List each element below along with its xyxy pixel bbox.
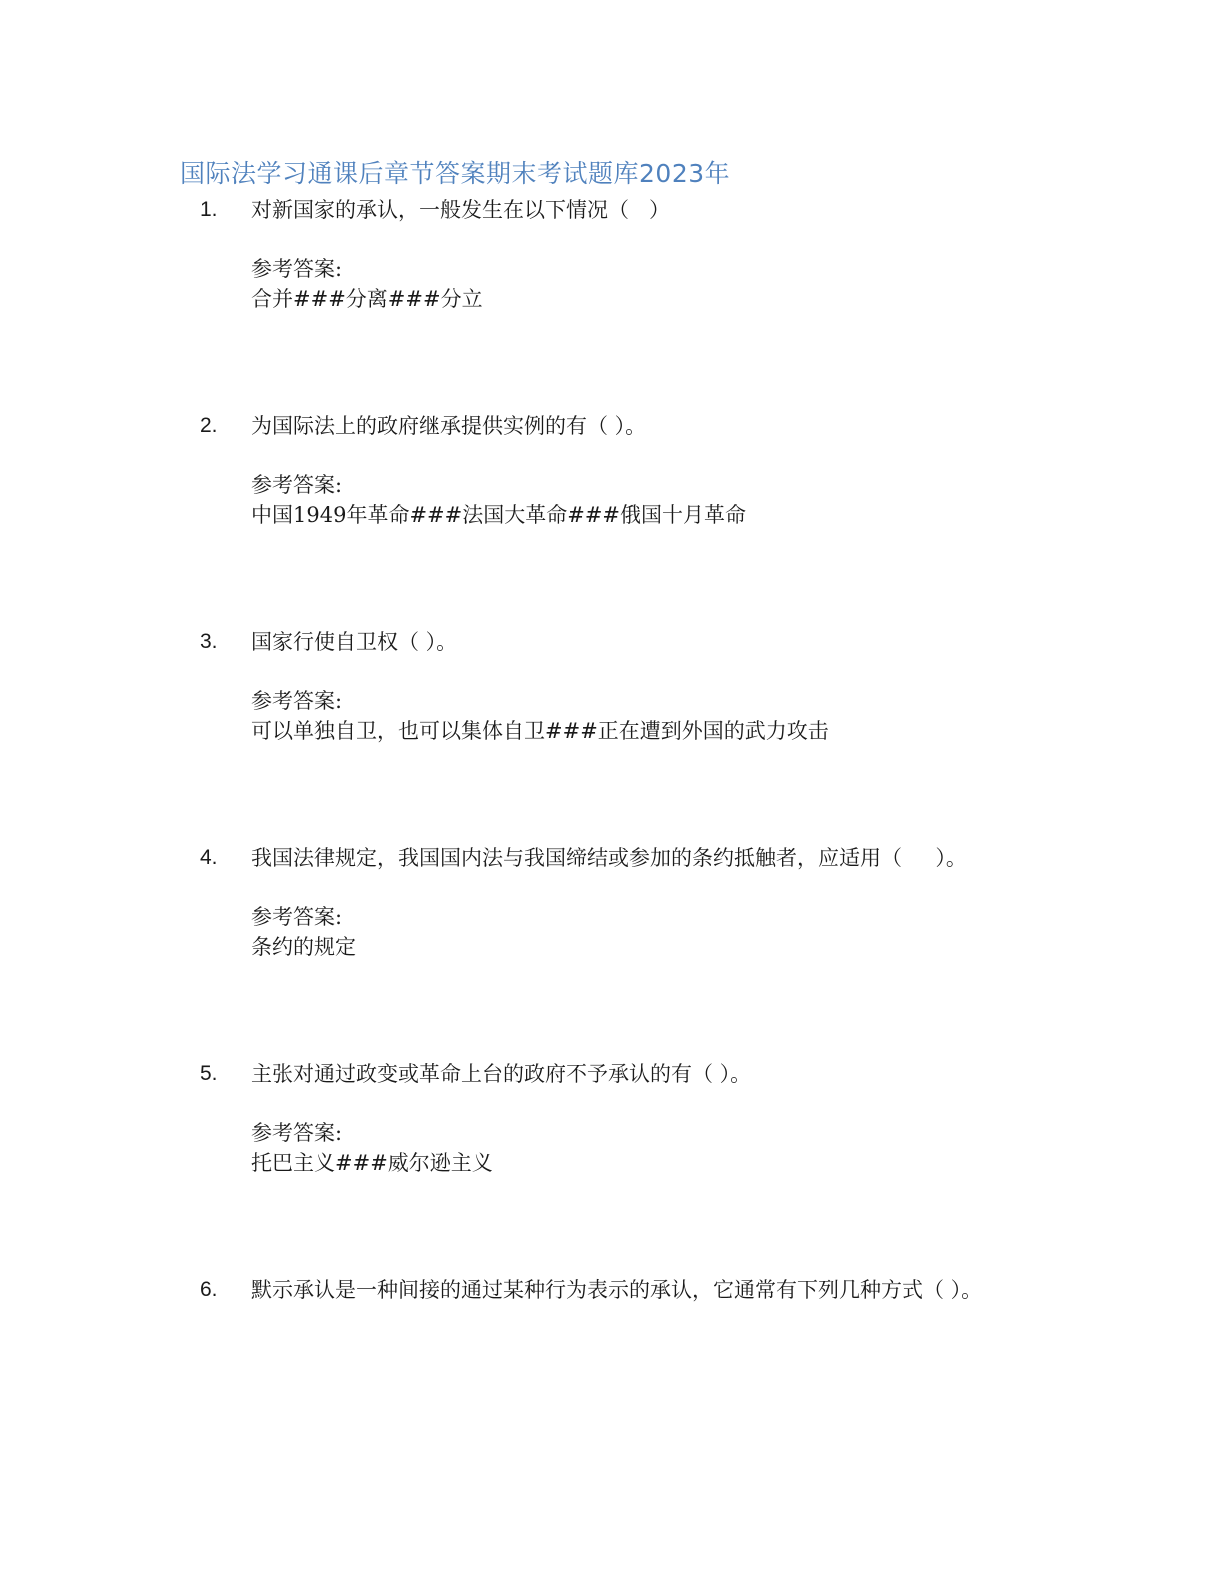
question-number: 1. xyxy=(200,198,218,221)
question-number: 5. xyxy=(200,1062,218,1085)
question-number: 6. xyxy=(200,1278,218,1301)
question-text: 国家行使自卫权（ ）。 xyxy=(251,630,458,654)
document-title: 国际法学习通课后章节答案期末考试题库2023年 xyxy=(180,159,731,188)
question-number: 4. xyxy=(200,846,218,869)
answer-label: 参考答案: xyxy=(251,473,343,497)
question-number: 2. xyxy=(200,414,218,437)
question-number: 3. xyxy=(200,630,218,653)
answer-label: 参考答案: xyxy=(251,689,343,713)
answer-text: 可以单独自卫，也可以集体自卫###正在遭到外国的武力攻击 xyxy=(251,719,829,743)
question-text: 对新国家的承认，一般发生在以下情况（ ） xyxy=(251,198,671,222)
answer-text: 托巴主义###威尔逊主义 xyxy=(251,1151,493,1175)
question-text: 为国际法上的政府继承提供实例的有（ ）。 xyxy=(251,414,647,438)
answer-text: 合并###分离###分立 xyxy=(251,287,483,311)
answer-text: 中国1949年革命###法国大革命###俄国十月革命 xyxy=(251,503,747,527)
answer-label: 参考答案: xyxy=(251,257,343,281)
answer-text: 条约的规定 xyxy=(251,935,356,959)
question-text: 主张对通过政变或革命上台的政府不予承认的有（ ）。 xyxy=(251,1062,752,1086)
question-text: 默示承认是一种间接的通过某种行为表示的承认，它通常有下列几种方式（ ）。 xyxy=(251,1278,983,1302)
question-text: 我国法律规定，我国国内法与我国缔结或参加的条约抵触者，应适用（ ）。 xyxy=(251,846,967,870)
answer-label: 参考答案: xyxy=(251,1121,343,1145)
answer-label: 参考答案: xyxy=(251,905,343,929)
